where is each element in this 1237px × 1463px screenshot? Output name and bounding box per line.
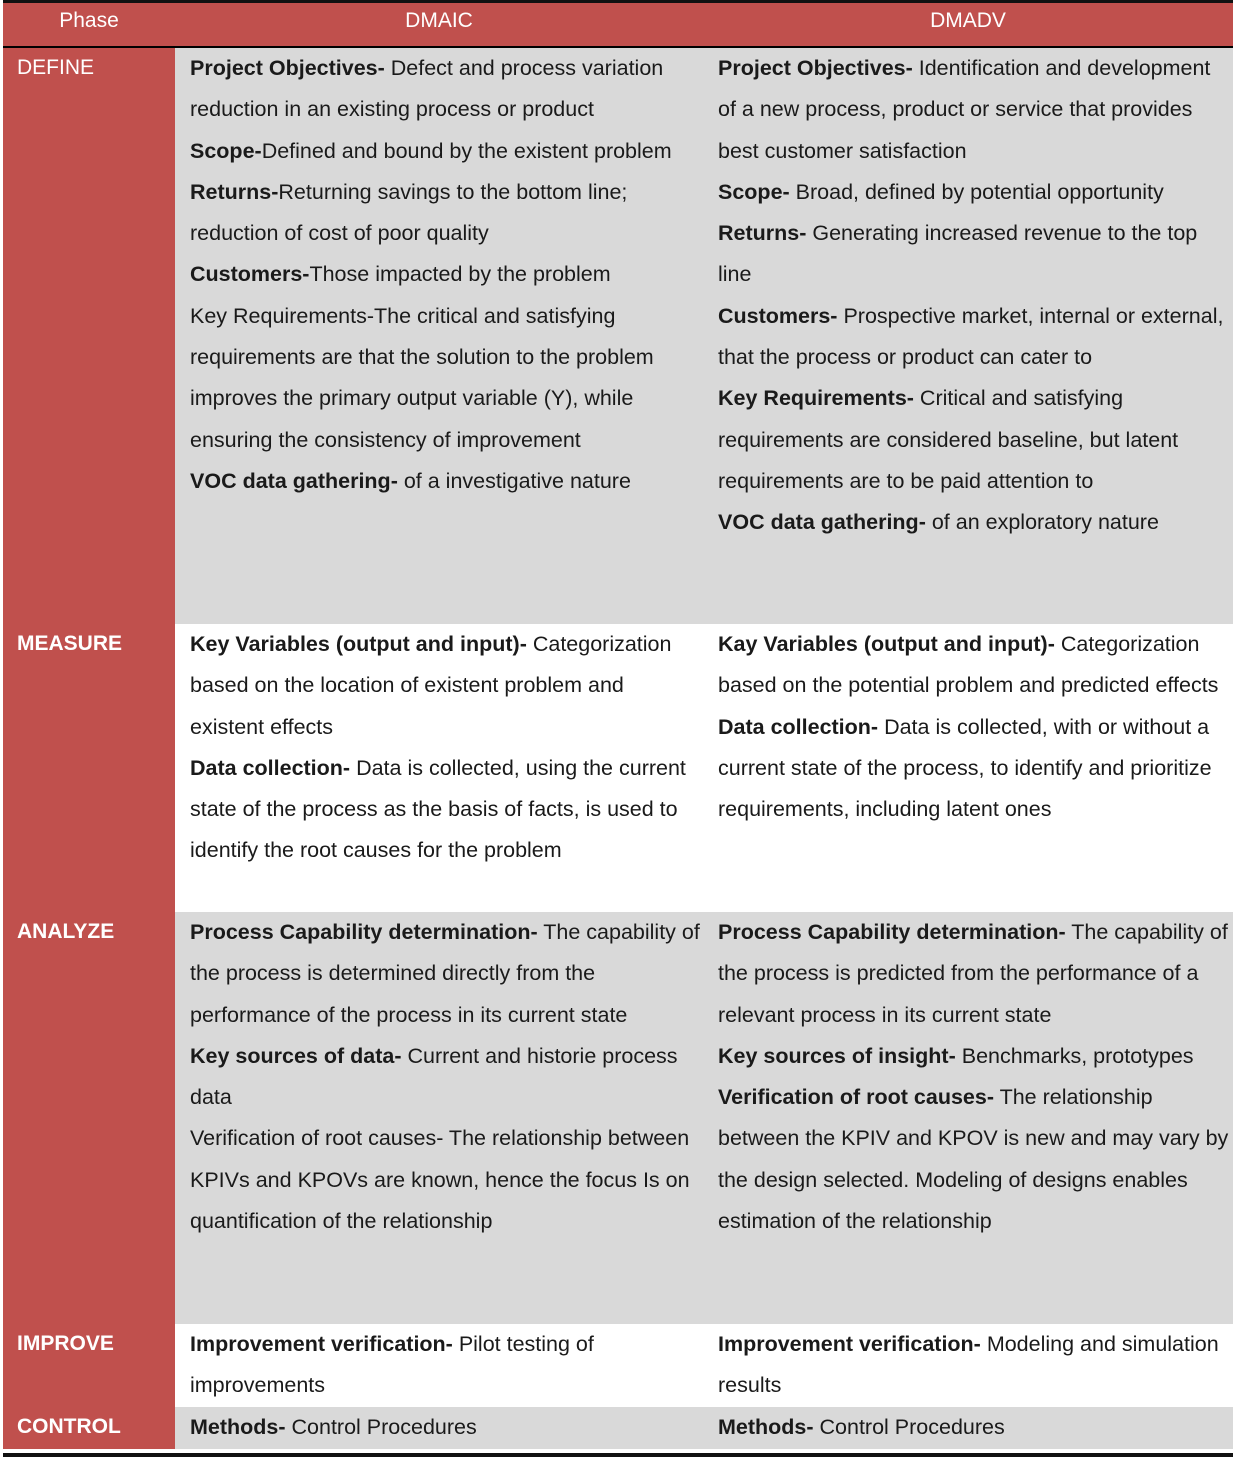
entry-dmaic [190,624,703,748]
entry-text: of an exploratory nature [925,510,1159,535]
phase-label: IMPROVE [3,1324,175,1407]
entry-text: Verification of root causes- The relationship between KPIVs and KPOVs are known, hence the focus Is on quantification of the relationship [190,1126,690,1234]
entry-key: Process Capability determination- [190,920,538,944]
entry-dmaic [190,1118,703,1242]
entry-key: VOC data gathering- [190,468,398,493]
entry-dmadv [718,502,1233,543]
entry-text: The capability of the process is predicted from the performance of a relevant process in its current state [718,920,1228,1027]
entry-text: Those impacted by the problem [309,262,611,287]
entry-dmadv [718,1077,1233,1242]
entry-text: Broad, defined by potential opportunity [789,179,1164,204]
entry-key: Improvement verification- [190,1332,453,1356]
entry-dmaic [190,1036,703,1119]
entry-text: Critical and satisfying requirements are considered baseline, but latent requirements are to be paid attention to [718,386,1179,493]
dmadv-cell [703,1324,1233,1407]
entry-key: Returns- [190,179,279,204]
entry-key: Verification of root causes- [718,1085,994,1110]
entry-text: Modeling and simulation results [718,1332,1219,1398]
table-header [3,3,1233,48]
entry-text: Generating increased revenue to the top line [718,221,1198,287]
entry-text: Data is collected, with or without a current state of the process, to identify and prioritize requirements, including latent ones [718,714,1212,822]
entry-key: Methods- [718,1415,814,1439]
table-row-define [3,48,1233,624]
entry-key: Data collection- [190,755,351,780]
entry-text: The relationship between the KPIV and KPOV is new and may vary by the design selected. Modeling of designs enables estimation of the relationship [718,1085,1229,1234]
entry-key: Project Objectives- [718,56,913,80]
table-bottom-border [3,1453,1233,1457]
entry-dmaic [190,172,703,255]
entry-key: Kay Variables (output and input)- [718,632,1055,656]
entry-text: The capability of the process is determined directly from the performance of the process in its current state [190,920,700,1027]
header-phase: Phase [59,9,119,32]
entry-dmadv [718,378,1233,502]
entry-dmadv [718,1036,1233,1077]
dmaic-cell [175,1324,703,1407]
table-row-analyze [3,912,1233,1324]
entry-dmaic [190,912,703,1036]
table-row-measure [3,624,1233,912]
entry-dmaic [190,296,703,461]
entry-key: Returns- [718,221,807,246]
entry-key: Scope- [190,138,262,163]
entry-dmadv [718,213,1233,296]
phase-label: ANALYZE [3,912,175,1324]
dmaic-cell [175,1407,703,1449]
dmadv-cell [703,912,1233,1324]
entry-dmadv [718,707,1233,831]
entry-text: of a investigative nature [397,468,631,493]
entry-text: Data is collected, using the current state of the process as the basis of facts, is used to identify the root causes for the problem [190,755,686,863]
entry-dmadv [718,624,1233,707]
entry-key: Key sources of insight- [718,1043,956,1068]
phase-label: CONTROL [3,1407,175,1449]
entry-key: Data collection- [718,714,879,739]
entry-text: Current and historie process data [190,1043,678,1110]
entry-text: Key Requirements-The critical and satisfying requirements are that the solution to the problem improves the primary output variable (Y), while ensuring the consistency of improvement [190,303,654,452]
entry-dmaic [190,461,703,502]
entry-key: Key sources of data- [190,1043,402,1068]
phase-label: MEASURE [3,624,175,912]
entry-text: Identification and development of a new process, product or service that provides best customer satisfaction [718,56,1211,163]
entry-key: VOC data gathering- [718,510,926,535]
entry-dmaic [190,1324,703,1407]
dmaic-cell [175,48,703,624]
entry-text: Returning savings to the bottom line; reduction of cost of poor quality [190,179,628,246]
entry-text: Defect and process variation reduction in an existing process or product [190,56,664,122]
entry-key: Methods- [190,1415,286,1439]
table-row-improve [3,1324,1233,1407]
entry-dmadv [718,1407,1233,1448]
dmaic-cell [175,624,703,912]
entry-key: Improvement verification- [718,1332,981,1356]
entry-text: Categorization based on the location of existent problem and existent effects [190,632,672,739]
entry-dmaic [190,254,703,295]
phase-label: DEFINE [3,48,175,624]
table-row-control [3,1407,1233,1449]
entry-text: Prospective market, internal or external, that the process or product can cater to [718,303,1224,370]
dmaic-cell [175,912,703,1324]
entry-key: Key Variables (output and input)- [190,632,527,656]
entry-text: Control Procedures [813,1415,1005,1439]
entry-dmaic [190,1407,703,1448]
entry-dmadv [718,296,1233,379]
header-dmadv: DMADV [930,9,1006,32]
header-dmaic: DMAIC [405,9,473,32]
dmadv-cell [703,1407,1233,1449]
entry-dmaic [190,131,703,172]
entry-key: Project Objectives- [190,56,385,80]
entry-text: Defined and bound by the existent problem [261,138,672,163]
entry-text: Pilot testing of improvements [190,1332,594,1398]
entry-key: Customers- [190,262,310,287]
entry-key: Scope- [718,179,790,204]
comparison-table [3,3,1233,1449]
dmadv-cell [703,624,1233,912]
entry-key: Customers- [718,303,838,328]
entry-dmadv [718,912,1233,1036]
entry-dmadv [718,1324,1233,1407]
entry-dmaic [190,48,703,131]
entry-key: Key Requirements- [718,386,914,411]
entry-text: Control Procedures [285,1415,477,1439]
entry-text: Categorization based on the potential problem and predicted effects [718,632,1219,698]
dmadv-cell [703,48,1233,624]
entry-text: Benchmarks, prototypes [955,1043,1194,1068]
entry-dmadv [718,48,1233,172]
entry-dmaic [190,748,703,872]
entry-dmadv [718,172,1233,213]
entry-key: Process Capability determination- [718,920,1066,944]
table-body [3,48,1233,1449]
